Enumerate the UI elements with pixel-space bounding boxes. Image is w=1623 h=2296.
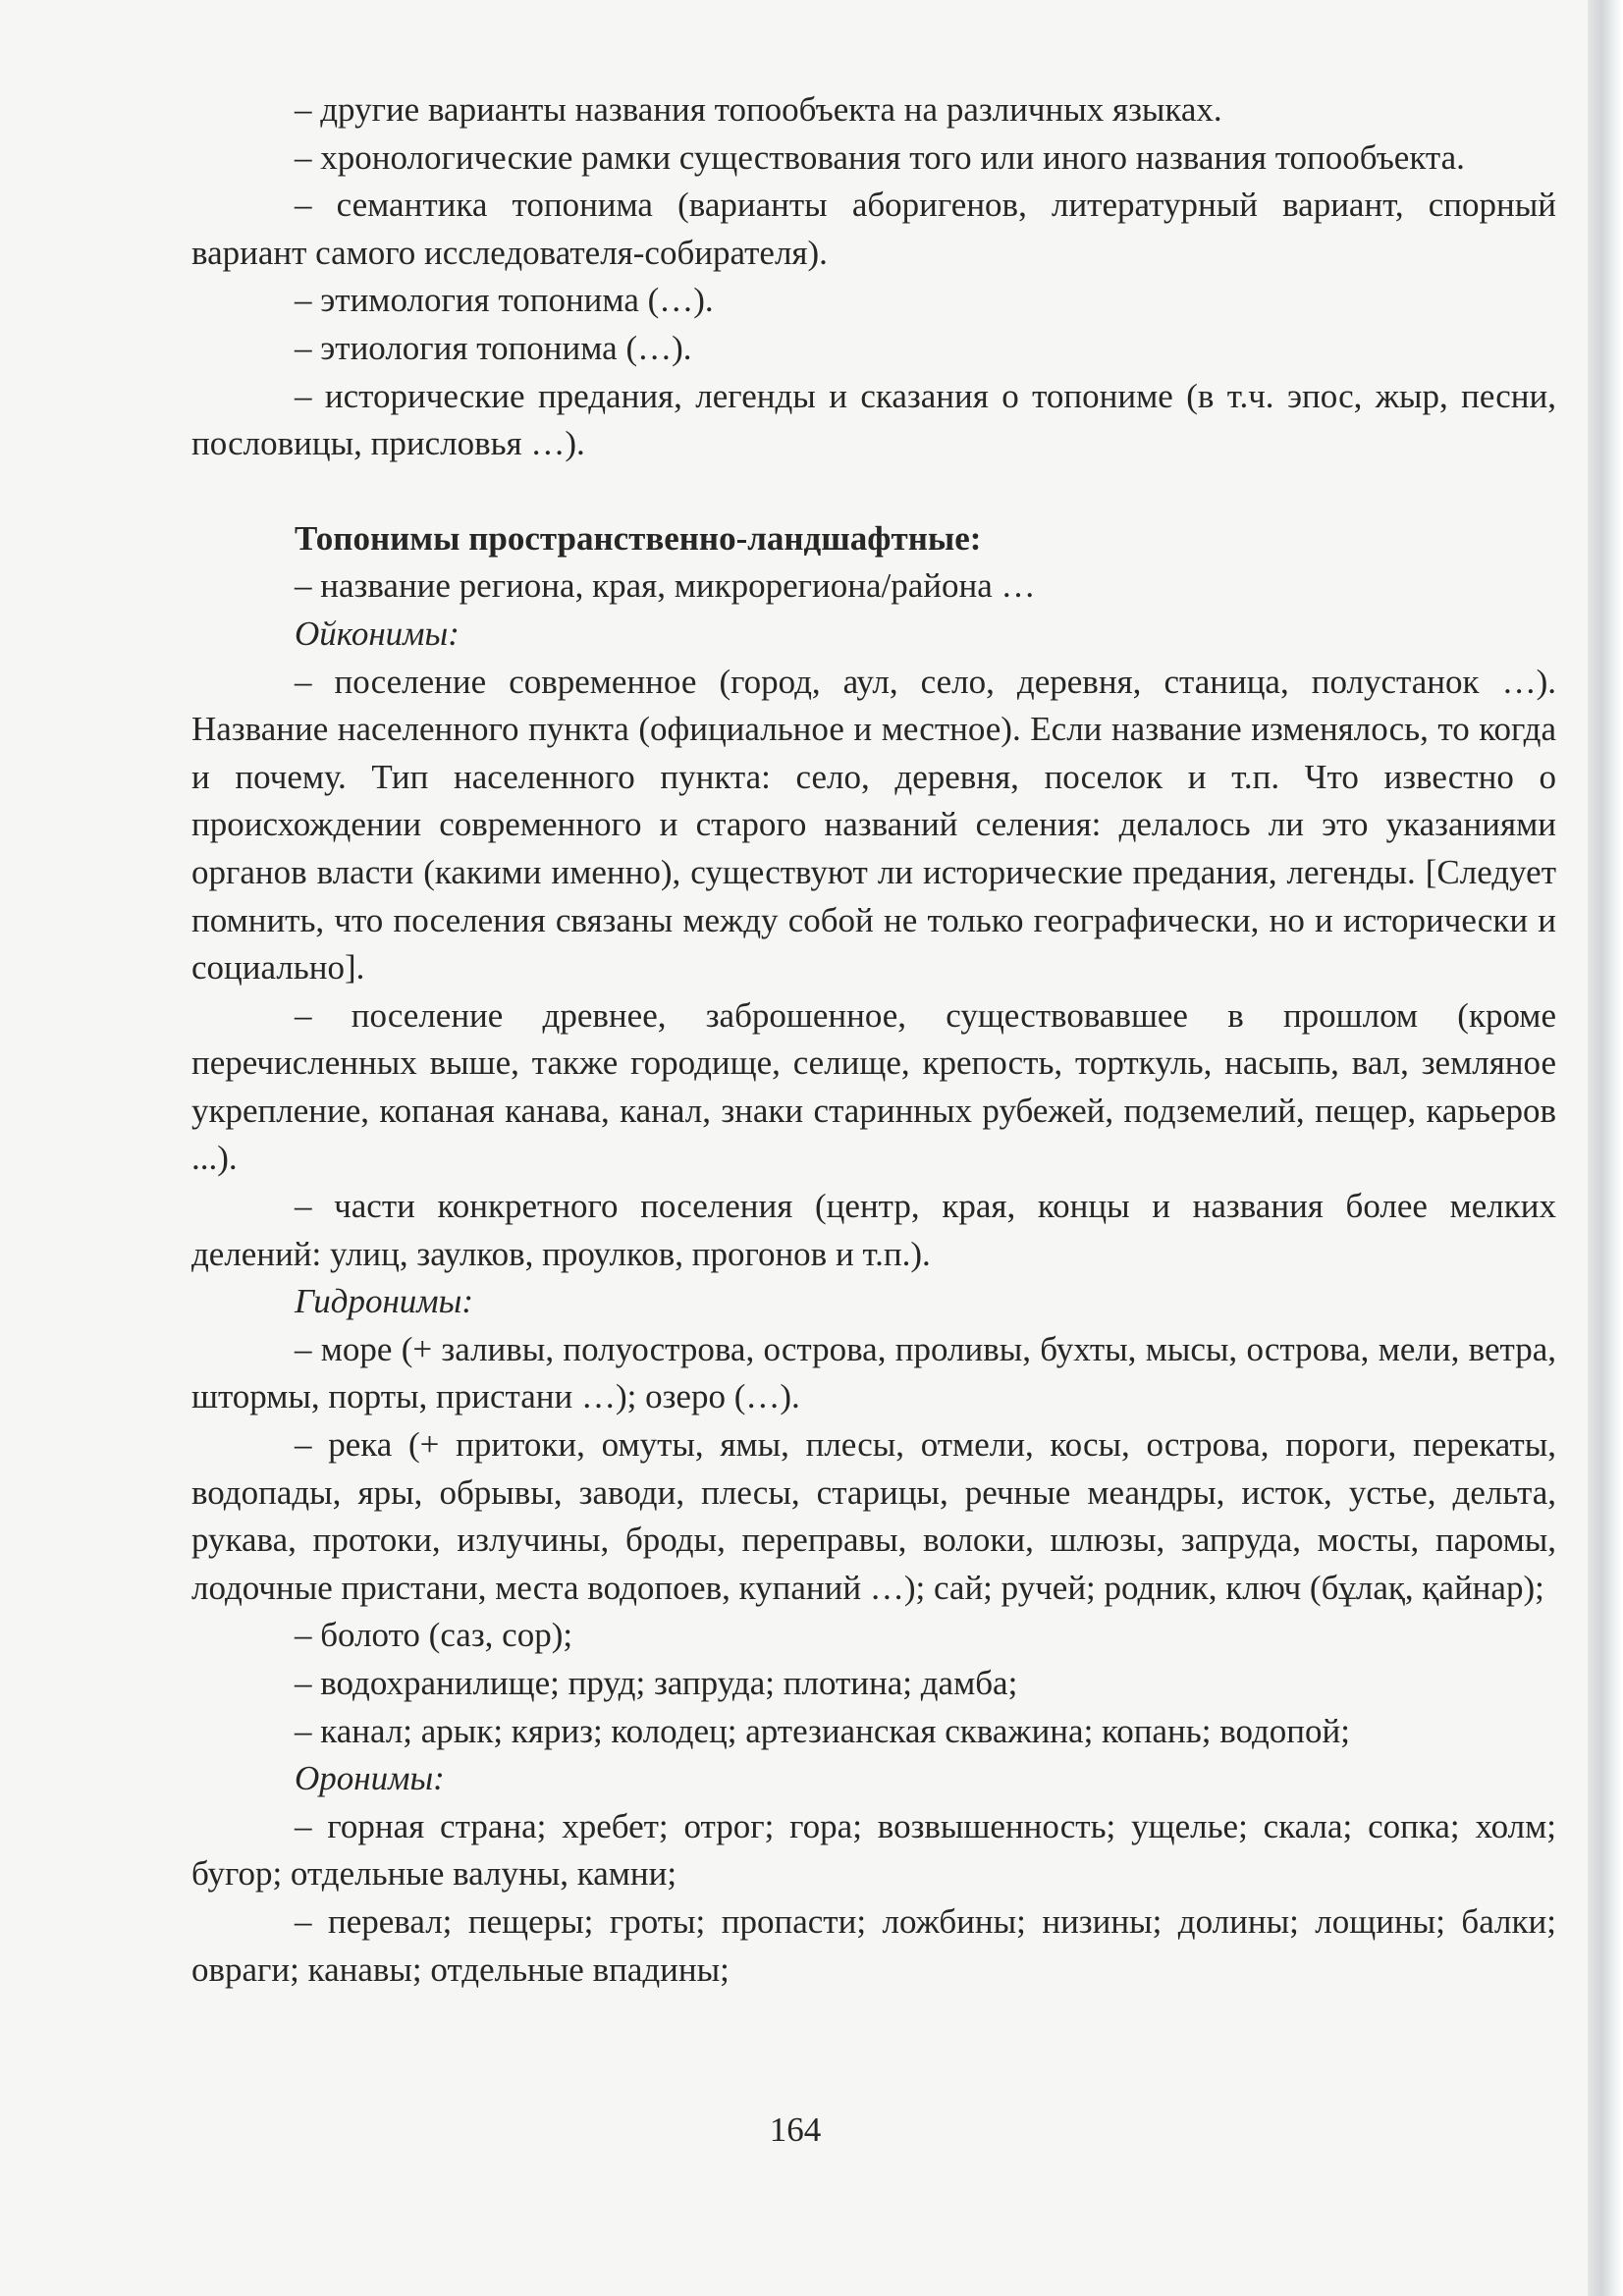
list-item: – части конкретного поселения (центр, края, концы и названия более мелких делений: улиц, заулков, проулков, прогонов и т.п.).: [191, 1187, 1556, 1273]
oronyms-heading: Оронимы:: [295, 1759, 445, 1798]
paragraph: – этиология топонима (…).: [295, 328, 692, 367]
list-item: – река (+ притоки, омуты, ямы, плесы, отмели, косы, острова, пороги, перекаты, водопады, яры, обрывы, заводи, плесы, старицы, речные меандры, исток, устье, дельта, рукава, протоки, излучины, броды, переправы, волоки, шлюзы, запруда, мосты, паромы, лодочные пристани, места водопоев, купаний …); сай; ручей; родник, ключ (бұлақ, қайнар);: [191, 1425, 1556, 1607]
page-number: 164: [769, 2110, 822, 2149]
hydronyms-heading: Гидронимы:: [295, 1282, 474, 1321]
oikonyms-heading: Ойконимы:: [295, 614, 460, 653]
list-item: – поселение древнее, заброшенное, существовавшее в прошлом (кроме перечисленных выше, также городище, селище, крепость, торткуль, насыпь, вал, земляное укрепление, копаная канава, канал, знаки старинных рубежей, подземелий, пещер, карьеров ...).: [191, 995, 1556, 1178]
paragraph: – хронологические рамки существования того или иного названия топообъекта.: [295, 137, 1465, 177]
list-item: – канал; арык; кяриз; колодец; артезианская скважина; копань; водопой;: [295, 1711, 1350, 1750]
list-item: – название региона, края, микрорегиона/района …: [295, 566, 1036, 606]
page-text: [191, 86, 1556, 1994]
page-edge-shadow: [1588, 0, 1623, 2296]
list-item: – перевал; пещеры; гроты; пропасти; ложбины; низины; долины; лощины; балки; овраги; канавы; отдельные впадины;: [191, 1901, 1556, 1989]
list-item: – водохранилище; пруд; запруда; плотина; дамба;: [295, 1664, 1018, 1702]
paragraph: – этимология топонима (…).: [295, 281, 714, 320]
list-item: – болото (саз, сор);: [295, 1616, 573, 1655]
list-item: – поселение современное (город, аул, село, деревня, станица, полустанок …). Название населенного пункта (официальное и местное). Если название изменялось, то когда и почему. Тип населенного пункта: село, деревня, поселок и т.п. Что известно о происхождении современного и старого названий селения: делалось ли это указаниями органов власти (какими именно), существуют ли исторические предания, легенды. [Следует помнить, что поселения связаны между собой не только географически, но и исторически и социально].: [191, 662, 1556, 988]
paragraph: – другие варианты названия топообъекта на различных языках.: [295, 90, 1222, 129]
paragraph: – исторические предания, легенды и сказания о топониме (в т.ч. эпос, жыр, песни, пословицы, присловья …).: [191, 376, 1556, 463]
list-item: – море (+ заливы, полуострова, острова, проливы, бухты, мысы, острова, мели, ветра, штормы, порты, пристани …); озеро (…).: [191, 1329, 1556, 1416]
list-item: – горная страна; хребет; отрог; гора; возвышенность; ущелье; скала; сопка; холм; бугор; отдельные валуны, камни;: [191, 1806, 1556, 1894]
paragraph: – семантика топонима (варианты аборигенов, литературный вариант, спорный вариант самого исследователя-собирателя).: [191, 186, 1556, 272]
section-heading: Топонимы пространственно-ландшафтные:: [295, 518, 982, 558]
